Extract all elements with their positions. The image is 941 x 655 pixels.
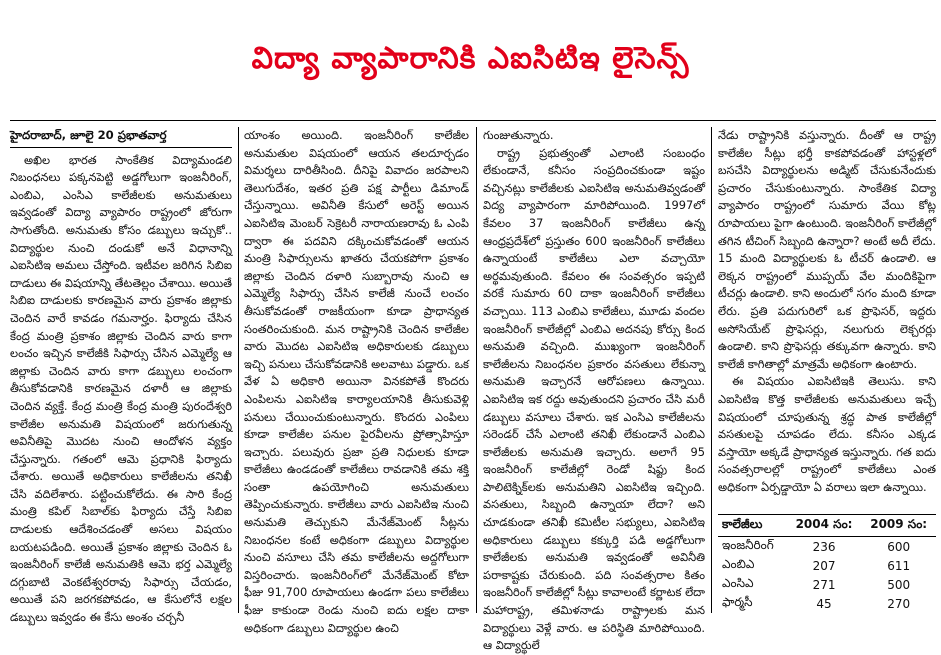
table-row (718, 594, 936, 613)
headline: విద్యా వ్యాపారానికి ఎఐసిటిఇ లైసెన్స్ (251, 41, 690, 76)
table-cell: 45 (816, 596, 832, 611)
table-row (718, 556, 936, 575)
paragraph: అఖిల భారత సాంకేతిక విద్యామండలి నిబంధనలు పక్కనపెట్టి అడ్డగోలుగా ఇంజనీరింగ్, ఎంబిఎ, ఎంసిఎ కాలేజీలకు అనుమతులు ఇవ్వడంతో విద్యా వ్యాపారం రాష్ట్రంలో జోరుగా సాగుతోంది. అనుమతు కోసం డబ్బులు ఇచ్చుకో.. విద్యార్థుల నుంచి దండుకో అనే విధానాన్ని ఎఐసిటిఇ అమలు చేస్తోంది. ఇటీవల జరిగిన సిబిఐ దాడులు ఈ విషయాన్ని తేటతెల్లం చేశాయి. అయితే సిబిఐ దాడులకు కారణమైన వారు ప్రకాశం జిల్లాకు చెందిన వారే కావడం గమనార్హం. ఫిర్యాదు చేసిన కేంద్ర మంత్రి ప్రకాశం జిల్లాకు చెందిన వారు కాగా లంచం ఇచ్చిన కాలేజీకి సిఫార్సు చేసిన ఎమ్మెల్యే ఆ జిల్లాకు చెందిన వారు కాగా డబ్బులు లంచంగా తీసుకోవడానికి కారణమైన దళారీ ఆ జిల్లాకు చెందిన వ్యక్తే. కేంద్ర మంత్రి కేంద్ర మంత్రి పురందేశ్వరి కాలేజీల అనుమతి విషయంలో జరుగుతున్న అవినీతిపై మొదట నుంచి ఆందోళన వ్యక్తం చేస్తున్నారు. గతంలో ఆమె ప్రధానికి ఫిర్యాదు చేశారు. అయితే అధికారులు కాలేజీలను తనిఖీ చేసి వదిలేశారు. పట్టించుకోలేదు. ఈ సారి కేంద్ర మంత్రి కపిల్ సిబాల్‌కు ఫిర్యాదు చేస్తే సిబిఐ దాడులకు ఆదేశించడంతో అసలు విషయం బయటపడింది. అయితే ప్రకాశం జిల్లాకు చెందిన ఓ ఇంజనీరింగ్ కాలేజీ అనుమతికి ఆమె భర్త ఎమ్మెల్యే దగ్గుబాటి వెంకటేశ్వరరావు సిఫార్సు చేయడం, అయితే పని జరగకపోవడం, ఆ కేసులోనే లక్షల డబ్బులు ఇవ్వడం ఈ కేసు అంశం చర్చనీ (10, 152, 232, 625)
table-header-cell: కాలేజీలు (718, 515, 787, 537)
table-cell: 207 (812, 558, 836, 573)
article-column-4 (718, 127, 936, 497)
paragraph: గుంజుతున్నారు. (483, 128, 554, 142)
table-cell: ఎంసిఎ (722, 576, 754, 590)
article-column-1 (10, 127, 232, 625)
table-row (718, 537, 936, 557)
table-header-cell: 2009 సం: (861, 515, 936, 537)
table-header-row (718, 515, 936, 537)
table-header-cell: 2004 సం: (787, 515, 862, 537)
paragraph: ఈ విషయం ఎఐసిటిఇకి తెలుసు. కాని ఎఐసిటిఇ కొత్త కాలేజీలకు అనుమతులు ఇచ్చే విషయంలో చూపుతున్న శ్రద్ధ పాత కాలేజీల్లో వసతులపై చూపడం లేదు. కనీసం ఎక్కడ వస్తాయో అక్కడే ప్రాధాన్యత ఇస్తున్నారు. గత ఐదు సంవత్సరాలల్లో రాష్ట్రంలో కాలేజీలు ఎంత అధికంగా ఏర్పడ్డాయో ఏ వరాలు ఇలా ఉన్నాయి. (718, 374, 936, 494)
paragraph: యాంశం అయింది. ఇంజనీరింగ్ కాలేజీల అనుమతుల విషయంలో ఆయన తలదూర్చడం విమర్శలు దారితీసింది. దీనిపై వివాదం జరపాలని తెలుగుదేశం, ఇతర ప్రతి పక్ష పార్టీలు డిమాండ్ చేస్తున్నాయి. అవినీతి కేసులో అరెస్ట్ అయిన ఎఐసిటిఇ మెంబర్ సెక్రెటరీ నారాయణరావు ఓ ఎంపి ద్వారా ఈ పదవిని దక్కించుకోవడంతో ఆయన మంత్రి సిఫార్సులను ఖాతరు చేయకపోగా ప్రకాశం జిల్లాకు చెందిన దళారి సుబ్బారావు నుంచి ఆ ఎమ్మెల్యే సిఫార్సు చేసిన కాలేజీ నుంచే లంచం తీసుకోవడంతో రాజకీయంగా కూడా ప్రాధాన్యత సంతరించుకుంది. మన రాష్ట్రానికి చెందిన కాలేజీల వారు మొదట ఎఐసిటిఇ అధికారులకు డబ్బులు ఇచ్చి పనులు చేసుకోవడానికి అలవాటు పడ్డారు. ఒక వేళ ఏ అధికారి అయినా వినకపోతే కొందరు ఎంపిలను ఎఐసిటిఇ కార్యాలయానికి తీసుకువెళ్లి పనులు చేయించుకుంటున్నారు. కొందరు ఎంపిలు కూడా కాలేజీల పనుల పైరవీలను ప్రోత్సాహిస్తూ ఇచ్చారు. పలువురు ప్రజా ప్రతి నిధులకు కూడా కాలేజీలు ఉండడంతో కాలేజీలు రావడానికి తమ శక్తి సంతా ఉపయోగించి అనుమతులు తెప్పించుకున్నారు. కాలేజీలు వారు ఎఐసిటిఇ నుంచి అనుమతి తెచ్చుకుని మేనేజ్‌మెంట్ సీట్లను నిబంధనల కంటే అధికంగా డబ్బులు విద్యార్థుల నుంచి వసూలు చేసి తమ కాలేజీలను అద్దగోలుగా విస్తరించారు. ఇంజనీరింగ్‌లో మేనేజ్‌మెంట్ కోటా ఫీజు 91,700 రూపాయలు ఉండగా పలు కాలేజీలు ఫీజు కాకుండా రెండు నుంచి ఐదు లక్షల దాకా అధికంగా డబ్బులు విద్యార్థుల ఉంచి (244, 128, 469, 635)
table-cell: 600 (887, 539, 911, 554)
table-cell: 270 (887, 596, 911, 611)
table-cell: 271 (812, 577, 836, 592)
article-column-2 (244, 127, 469, 635)
table-cell: ఇంజనీరింగ్ (722, 538, 774, 552)
colleges-stats-table (718, 514, 936, 613)
table-cell: ఎంబిఎ (722, 557, 755, 571)
table-row (718, 575, 936, 594)
table-cell: 611 (887, 558, 911, 573)
column-divider (711, 127, 712, 613)
column-divider (476, 127, 477, 613)
table-cell: ఫార్మసీ (722, 595, 753, 609)
article-column-3 (483, 127, 705, 653)
paragraph: నేడు రాష్ట్రానికి వస్తున్నారు. దీంతో ఆ రాష్ట్ర కాలేజీల సీట్లు భర్తీ కాకపోవడంతో హాస్టళ్లలో బసచేసి విద్యార్థులను అడ్మిట్ చేసుకునేందుకు ప్రచారం చేసుకుంటున్నారు. సాంకేతిక విద్యా వ్యాపారం రాష్ట్రంలో సుమారు వేయి కోట్ల రూపాయలు పైగా ఉంటుంది. ఇంజనీరింగ్ కాలేజీల్లో తగిన టీచింగ్ సిబ్బంది ఉన్నారా? అంటే అదీ లేదు. 15 మంది విద్యార్థులకు ఓ టీచర్ ఉండాలి. ఆ లెక్కన రాష్ట్రంలో ముప్పయ్ వేల మందికిపైగా టీచర్లు ఉండాలి. కాని అందులో సగం మంది కూడా లేరు. ప్రతి పదుగురిలో ఒక ప్రొఫెసర్, ఇద్దరు అసోసియేట్ ప్రొఫెసర్లు, నలుగురు లెక్చరర్లు ఉండాలి. కాని ప్రొఫెసర్లు తక్కువగా ఉన్నారు. కాని కాలేజీ కాగితాల్లో మాత్రమే అధికంగా ఉంటారు. (718, 128, 936, 371)
dateline: హైదరాబాద్, జూలై 20 ప్రభాతవార్త (10, 127, 232, 148)
headline-divider (10, 120, 936, 121)
paragraph: రాష్ట్ర ప్రభుత్వంతో ఎలాంటి సంబంధం లేకుండానే, కనీసం సంప్రదించకుండా ఇష్టం వచ్చినట్లు కాలేజీలకు ఎఐసిటిఇ అనుమతివ్వడంతో విద్య వ్యాపారంగా మారిపోయింది. 1997లో కేవలం 37 ఇంజనీరింగ్ కాలేజీలు ఉన్న ఆంధ్రప్రదేశ్‌లో ప్రస్తుతం 600 ఇంజనీరింగ్ కాలేజీలు ఉన్నాయంటే కాలేజీలు ఎలా వచ్చాయో అర్థమవుతుంది. కేవలం ఈ సంవత్సరం ఇప్పటి వరకే సుమారు 60 దాకా ఇంజనీరింగ్ కాలేజీలు వచ్చాయి. 113 ఎంబిఎ కాలేజీలు, మూడు వందల ఇంజనీరింగ్ కాలేజీల్లో ఎంబిఎ అదనపు కోర్సు కింద అనుమతి వచ్చింది. ముఖ్యంగా ఇంజనీరింగ్ కాలేజీలను నిబంధనల ప్రకారం వసతులు లేకున్నా అనుమతి ఇచ్చారనే ఆరోపణలు ఉన్నాయి. ఎఐసిటిఇ ఇక రద్దు అవుతుందని ప్రచారం చేసి మరీ డబ్బులు వసూలు చేశారు. ఇక ఎంసిఎ కాలేజీలను సరెండర్ చేసే ఎలాంటి తనిఖీ లేకుండానే ఎంబిఎ కాలేజీలకు అనుమతి ఇచ్చారు. అలాగే 95 ఇంజనీరింగ్ కాలేజీల్లో రెండో షిఫ్టు కింద పాలిటెక్నిక్‌లకు అనుమతిని ఎఐసిటిఇ ఇచ్చింది. వసతులు, సిబ్బంది ఉన్నాయా లేదా? అని చూడకుండా తనిఖీ కమిటీల సభ్యులు, ఎఐసిటిఇ అధికారులు డబ్బులు కక్కుర్తి పడి అడ్డగోలుగా కాలేజీలకు అనుమతి ఇవ్వడంతో అవినీతి పరాకాష్టకు చేరుకుంది. పది సంవత్సరాల కితం ఇంజనీరింగ్ కాలేజీల్లో సీట్లు కావాలంటే కర్ణాటక లేదా మహారాష్ట్ర, తమిళనాడు రాష్ట్రాలకు మన విద్యార్థులు వెళ్లే వారు. ఆ పరిస్థితి మారిపోయింది. ఆ విద్యార్థులే (483, 145, 705, 653)
table-cell: 236 (812, 539, 836, 554)
table-cell: 500 (887, 577, 911, 592)
column-divider (238, 127, 239, 613)
